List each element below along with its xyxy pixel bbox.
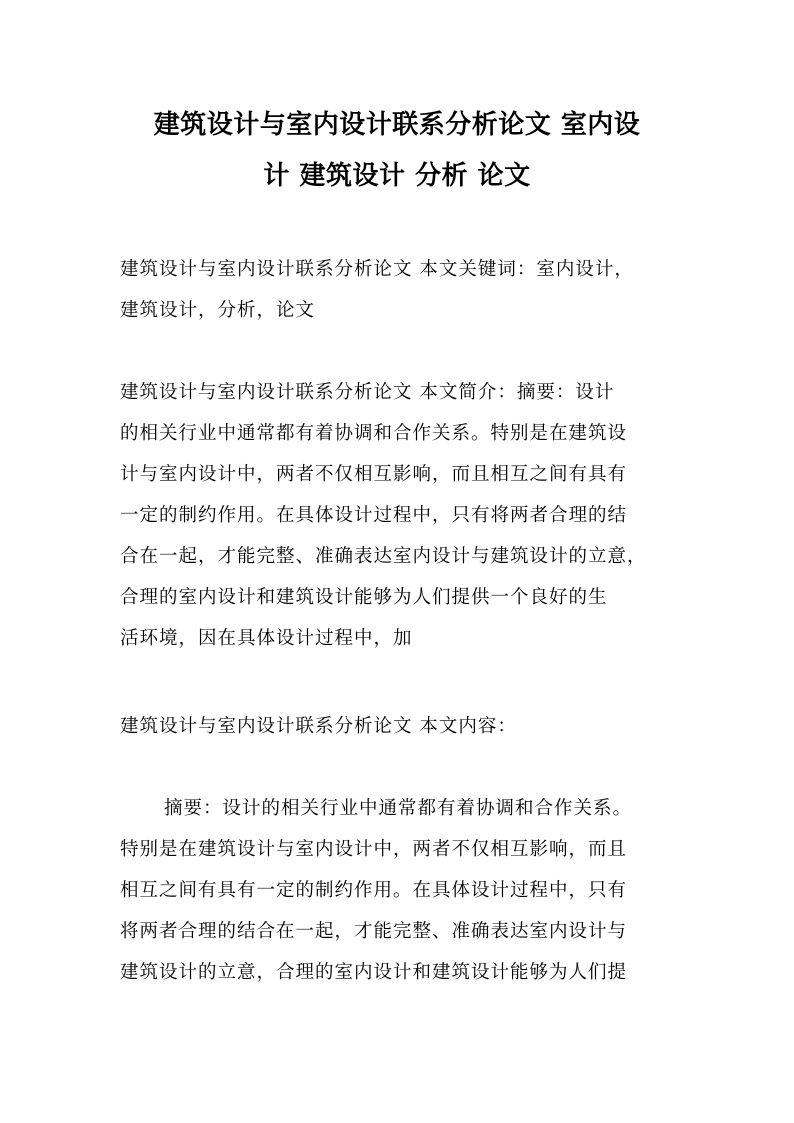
abstract-line: 建筑设计的立意，合理的室内设计和建筑设计能够为人们提 [120,962,628,983]
abstract-paragraph [120,788,680,993]
abstract-line: 相互之间有具有一定的制约作用。在具体设计过程中，只有 [120,880,628,901]
title-line: 计 建筑设计 分析 论文 [263,161,531,191]
summary-line: 合理的室内设计和建筑设计能够为人们提供一个良好的生 [120,587,608,608]
abstract-line: 特别是在建筑设计与室内设计中，两者不仅相互影响，而且 [120,839,628,860]
summary-line: 合在一起，才能完整、准确表达室内设计与建筑设计的立意， [120,546,647,567]
content-heading [120,706,680,747]
title-line: 建筑设计与室内设计联系分析论文 室内设 [153,110,641,140]
abstract-line: 摘要：设计的相关行业中通常都有着协调和合作关系。 [164,798,633,819]
content-heading-line: 建筑设计与室内设计联系分析论文 本文内容： [120,716,517,737]
summary-paragraph [120,372,680,659]
document-title [100,100,694,202]
summary-line: 一定的制约作用。在具体设计过程中，只有将两者合理的结 [120,505,628,526]
keywords-line: 建筑设计与室内设计联系分析论文 本文关键词：室内设计， [120,259,634,280]
keywords-paragraph [120,249,680,331]
summary-line: 计与室内设计中，两者不仅相互影响，而且相互之间有具有 [120,464,628,485]
keywords-line: 建筑设计，分析，论文 [120,300,316,321]
summary-line: 建筑设计与室内设计联系分析论文 本文简介：摘要：设计 [120,382,615,403]
abstract-line: 将两者合理的结合在一起，才能完整、准确表达室内设计与 [120,921,628,942]
summary-line: 活环境，因在具体设计过程中，加 [120,628,413,649]
summary-line: 的相关行业中通常都有着协调和合作关系。特别是在建筑设 [120,423,628,444]
